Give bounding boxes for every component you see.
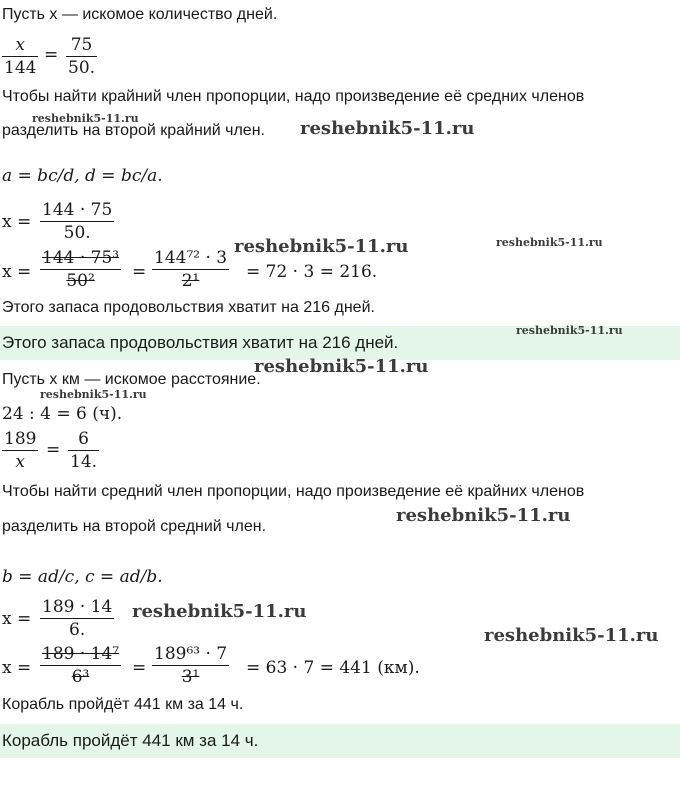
watermark: reshebnik5-11.ru	[300, 118, 475, 139]
watermark: reshebnik5-11.ru	[484, 625, 659, 646]
calc-text-2: 24 : 4 = 6 (ч).	[2, 404, 123, 424]
step1-fraction-2: 189 · 14 6.	[42, 597, 113, 640]
rule-text-2b: разделить на второй средний член.	[2, 518, 267, 535]
watermark: reshebnik5-11.ru	[516, 324, 623, 337]
proportion-lhs-2: 189 x	[4, 429, 37, 472]
step1-lhs-1: x =	[2, 212, 32, 232]
step2-lhs-1: x =	[2, 262, 32, 282]
rule-text-1a: Чтобы найти крайний член пропорции, надо произведение её средних членов	[2, 88, 585, 105]
answer-text-2: Корабль пройдёт 441 км за 14 ч.	[2, 731, 259, 750]
watermark: reshebnik5-11.ru	[234, 236, 409, 257]
general-formula-2: b = ad/c, c = ad/b.	[2, 567, 163, 587]
watermark: reshebnik5-11.ru	[396, 505, 571, 526]
proportion-rhs-1: 75 50.	[68, 35, 96, 78]
conclusion-text-1: Этого запаса продовольствия хватит на 216 дней.	[2, 299, 375, 316]
step2-fraction-a-2: 189 · 14⁷ 6³	[42, 644, 120, 687]
intro-text-1: Пусть x — искомое количество дней.	[2, 6, 278, 23]
answer-text-1: Этого запаса продовольствия хватит на 216 дней.	[2, 333, 399, 352]
step1-lhs-2: x =	[2, 609, 32, 629]
answer-box-2	[0, 724, 680, 758]
rule-text-1b: разделить на второй крайний член.	[2, 122, 265, 139]
watermark: reshebnik5-11.ru	[132, 601, 307, 622]
general-formula-1: a = bc/d, d = bc/a.	[2, 166, 163, 186]
proportion-rhs-2: 6 14.	[70, 429, 98, 472]
equals-sign: =	[132, 658, 147, 678]
step2-fraction-b-1: 144⁷² · 3 2¹	[154, 248, 228, 291]
conclusion-text-2: Корабль пройдёт 441 км за 14 ч.	[2, 696, 244, 713]
intro-text-2: Пусть x км — искомое расстояние.	[2, 371, 261, 388]
step1-fraction-1: 144 · 75 50.	[42, 200, 113, 243]
equals-sign: =	[132, 262, 147, 282]
step2-fraction-a-1: 144 · 75³ 50²	[42, 248, 120, 291]
equals-sign: =	[44, 45, 59, 65]
rule-text-2a: Чтобы найти средний член пропорции, надо произведение её крайних членов	[2, 483, 585, 500]
proportion-lhs-1: x 144	[4, 35, 37, 78]
watermark: reshebnik5-11.ru	[32, 112, 139, 125]
watermark: reshebnik5-11.ru	[254, 356, 429, 377]
watermark: reshebnik5-11.ru	[496, 236, 603, 249]
step2-lhs-2: x =	[2, 658, 32, 678]
step2-result-1: = 72 · 3 = 216.	[246, 262, 378, 282]
step2-fraction-b-2: 189⁶³ · 7 3¹	[154, 644, 228, 687]
step2-result-2: = 63 · 7 = 441 (км).	[246, 658, 420, 678]
equals-sign: =	[46, 440, 61, 460]
watermark: reshebnik5-11.ru	[40, 388, 147, 401]
